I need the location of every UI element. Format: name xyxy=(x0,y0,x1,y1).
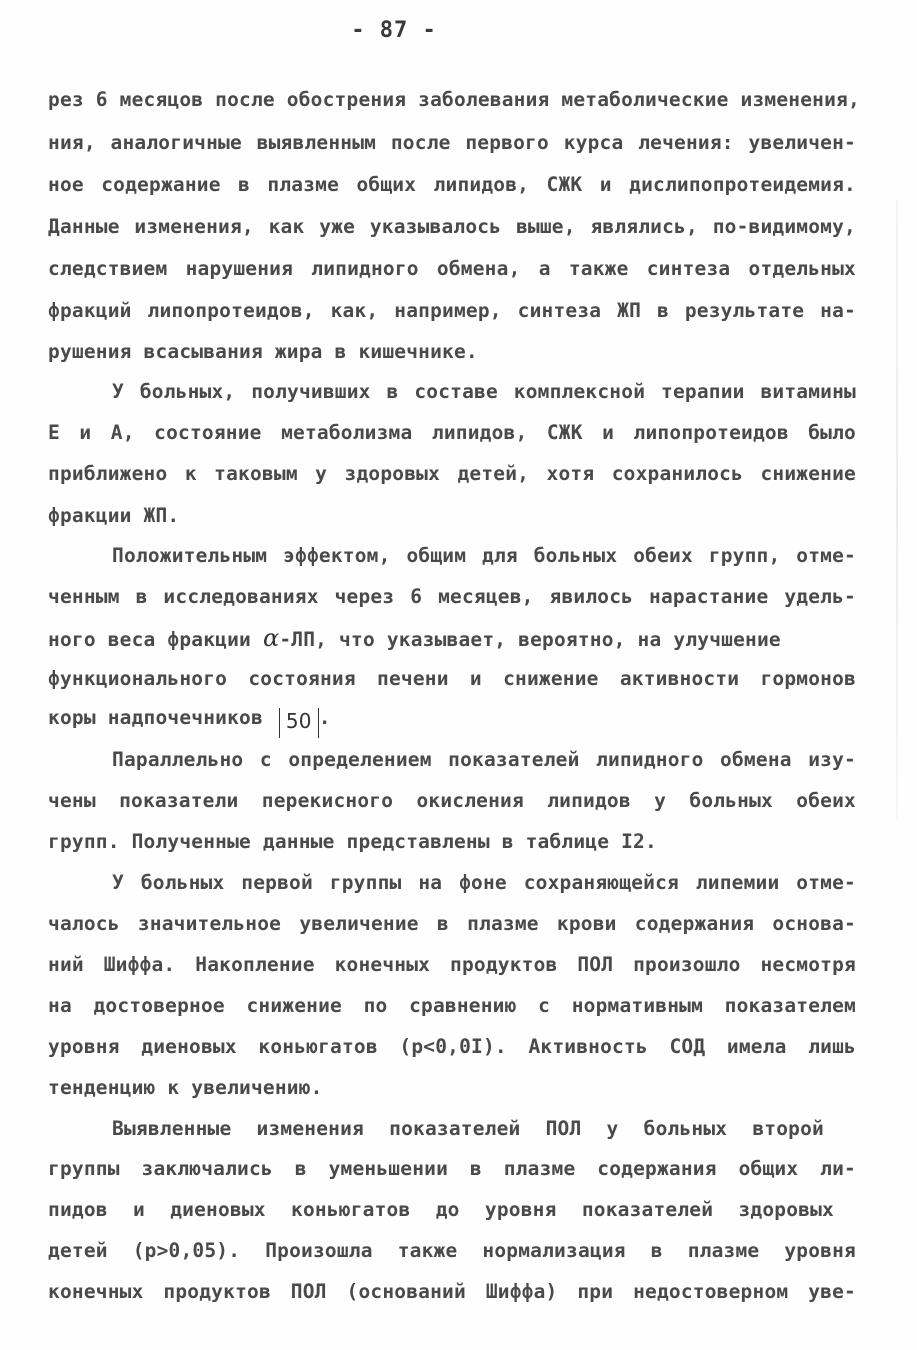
reference-bracket: 50 xyxy=(279,708,319,738)
text-line: Данные изменения, как уже указывалось выше, являлись, по-видимому, xyxy=(48,215,856,238)
text-segment: коры надпочечников xyxy=(48,706,263,729)
text-line: уровня диеновых коньюгатов (р<0,0I). Активность СОД имела лишь xyxy=(48,1035,856,1058)
text-segment: ного веса фракции xyxy=(48,628,251,651)
text-line: рез 6 месяцов после обострения заболевания метаболические изменения, xyxy=(48,88,860,111)
text-line-alpha xyxy=(48,626,781,652)
text-line: чалось значительное увеличение в плазме крови содержания основа- xyxy=(48,912,856,935)
text-line: пидов и диеновых коньюгатов до уровня показателей здоровых xyxy=(48,1198,834,1221)
text-line: тенденцию к увеличению. xyxy=(48,1076,323,1099)
text-line: рушения всасывания жира в кишечнике. xyxy=(48,340,478,363)
text-line: функционального состояния печени и снижение активности гормонов xyxy=(48,667,856,690)
text-line: У больных, получивших в составе комплексной терапии витамины xyxy=(112,380,856,403)
scan-edge-mark xyxy=(896,200,898,820)
text-line: группы заключались в уменьшении в плазме содержания общих ли- xyxy=(48,1157,856,1180)
text-line: групп. Полученные данные представлены в таблице I2. xyxy=(48,830,657,853)
text-line: фракций липопротеидов, как, например, синтеза ЖП в результате на- xyxy=(48,299,856,322)
text-line: ченным в исследованиях через 6 месяцев, явилось нарастание удель- xyxy=(48,585,856,608)
text-line: чены показатели перекисного окисления липидов у больных обеих xyxy=(48,789,856,812)
text-line: ное содержание в плазме общих липидов, СЖК и дислипопротеидемия. xyxy=(48,173,856,196)
text-line: ний Шиффа. Накопление конечных продуктов ПОЛ произошло несмотря xyxy=(48,953,856,976)
text-line: на достоверное снижение по сравнению с нормативным показателем xyxy=(48,994,856,1017)
text-line: конечных продуктов ПОЛ (оснований Шиффа) при недостоверном уве- xyxy=(48,1280,856,1303)
text-segment: . xyxy=(318,706,331,729)
text-line: фракции ЖП. xyxy=(48,504,180,527)
text-line: детей (р>0,05). Произошла также нормализация в плазме уровня xyxy=(48,1239,856,1262)
page-number: - 87 - xyxy=(351,18,437,43)
text-segment: -ЛП, что указывает, вероятно, на улучшение xyxy=(279,628,781,651)
text-line: Параллельно с определением показателей липидного обмена изу- xyxy=(112,748,856,771)
text-line-ref xyxy=(48,706,331,738)
text-line: Е и А, состояние метаболизма липидов, СЖК и липопротеидов было xyxy=(48,421,856,444)
text-line: ния, аналогичные выявленным после первого курса лечения: увеличен- xyxy=(48,131,856,154)
text-line: приближено к таковым у здоровых детей, хотя сохранилось снижение xyxy=(48,462,856,485)
text-line: Положительным эффектом, общим для больных обеих групп, отме- xyxy=(112,544,856,567)
text-line: У больных первой группы на фоне сохраняющейся липемии отме- xyxy=(112,871,856,894)
alpha-symbol: α xyxy=(262,624,280,652)
text-line: Выявленные изменения показателей ПОЛ у больных второй xyxy=(112,1117,824,1140)
text-line: следствием нарушения липидного обмена, а также синтеза отдельных xyxy=(48,257,856,280)
